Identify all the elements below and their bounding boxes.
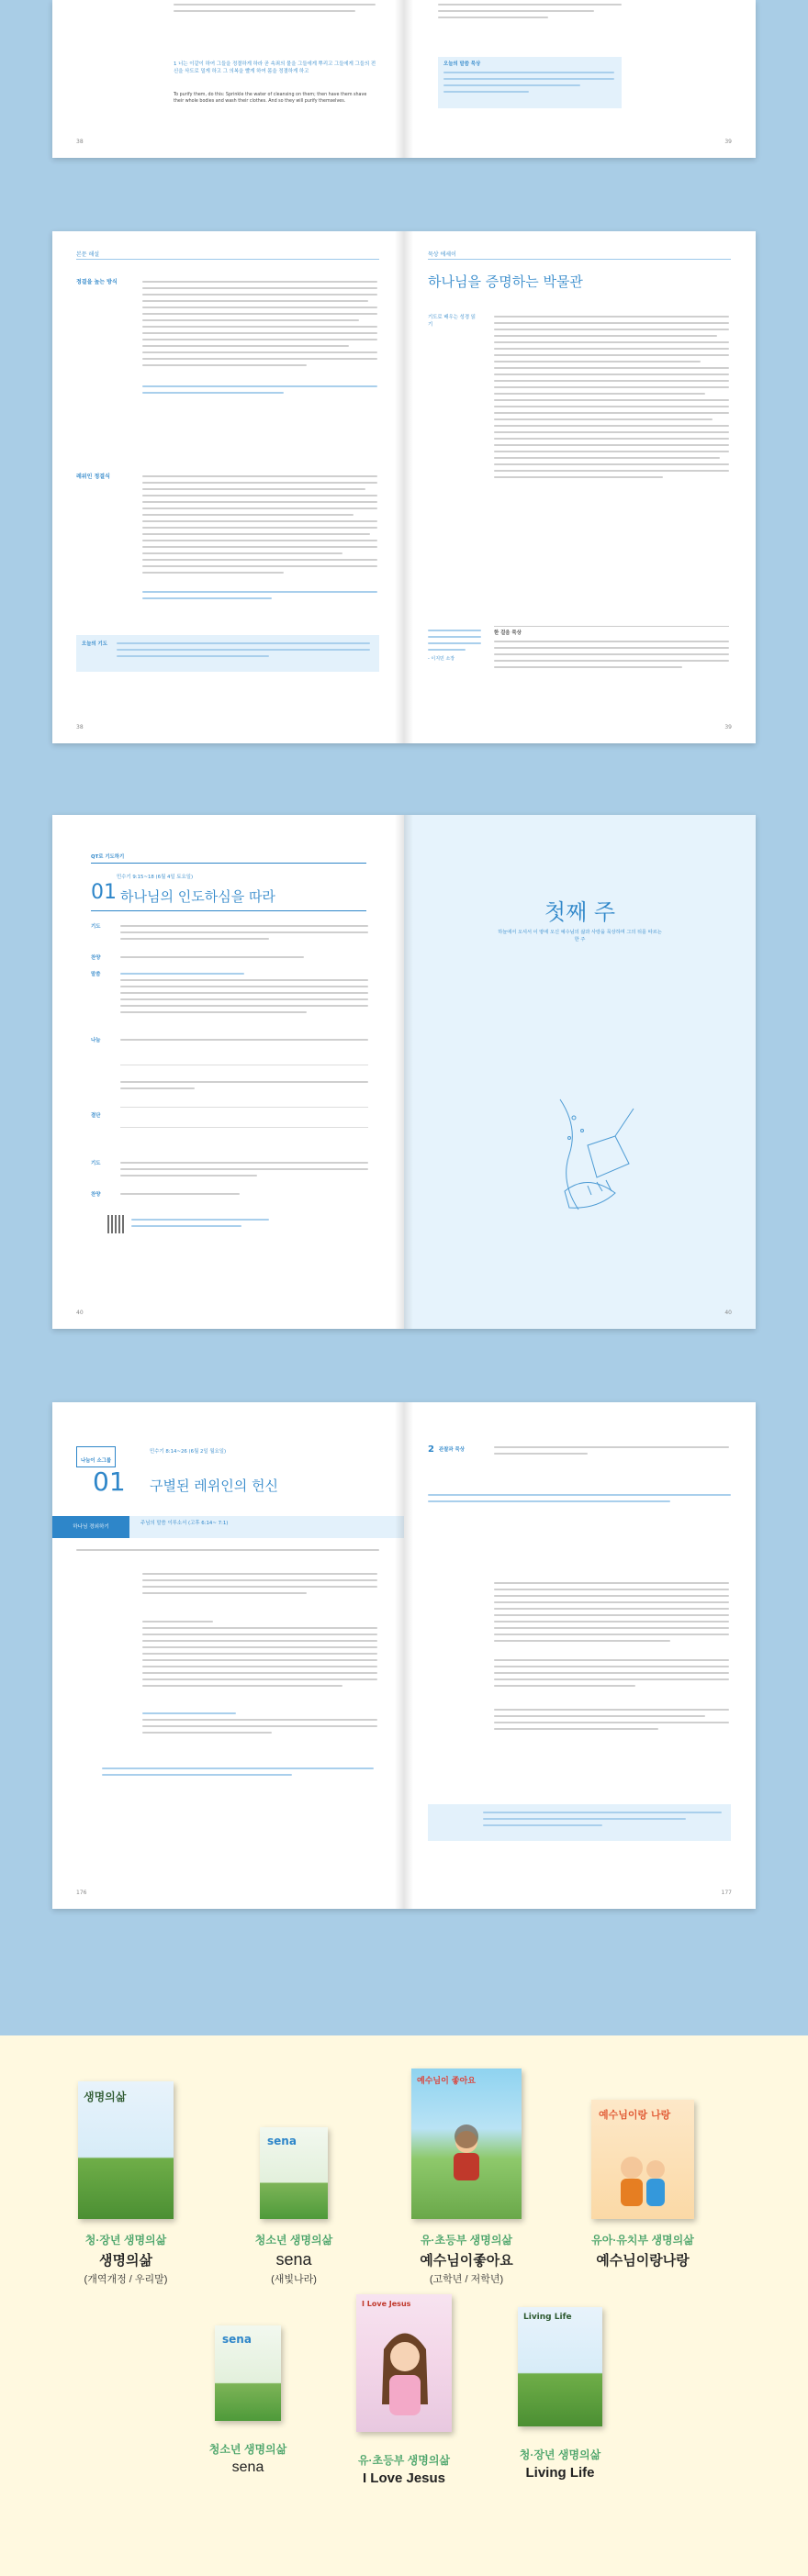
body-text (142, 1712, 377, 1738)
commentary-text (142, 281, 377, 371)
spread1-left-page (52, 0, 404, 158)
product-panel (0, 2035, 808, 2576)
footer-rule (494, 626, 729, 627)
product-category: 청·장년 생명의삶 (519, 2448, 601, 2461)
week-caption: 하늘에서 오셔서 이 땅에 오신 예수님의 삶과 사랑을 묵상하며 그의 뒤를 따르는 한 주 (498, 930, 662, 942)
spread2-left-page (52, 231, 404, 743)
apply-text (102, 1768, 374, 1780)
quote-author: - 이지민 소장 (428, 656, 455, 662)
meditation-box (438, 57, 622, 108)
product-name: 예수님이랑나랑 (596, 2253, 690, 2269)
header-rule (91, 863, 366, 864)
lesson-number: 01 (93, 1466, 126, 1497)
footer-label: 한 걸음 묵상 (494, 630, 522, 636)
verse-text: 1 너는 이같이 하여 그들을 정결하게 하라 곧 속죄의 물을 그들에게 뿌리고 그들에게 그들의 전신을 삭도로 밀게 하고 그 의복을 빨게 하여 몸을 정결하게 하고 (174, 61, 376, 74)
box-text (443, 72, 614, 97)
row-text (120, 1162, 368, 1181)
product-subtitle: (개역개정 / 우리말) (84, 2274, 168, 2285)
section-label: 나눔이 소그룹 (81, 1458, 112, 1464)
product-name: I Love Jesus (362, 2470, 446, 2486)
product-cover[interactable] (591, 2100, 694, 2219)
row-label-pray-end: 기도 (91, 1161, 101, 1166)
page-number: 40 (724, 1310, 732, 1316)
prayer-box (76, 635, 379, 672)
section-header: 묵상 에세이 (428, 251, 456, 258)
product-item[interactable] (560, 2100, 725, 2271)
toddler-illustration (612, 2142, 676, 2210)
book-spread-4 (52, 1402, 756, 1909)
box-title: 오늘의 말씀 묵상 (443, 61, 481, 67)
side-label: 기도로 배우는 성경 읽기 (428, 315, 477, 328)
text-block (438, 4, 622, 23)
cover-title: 예수님이랑 나랑 (599, 2109, 671, 2121)
row-label-praise: 찬양 (91, 955, 101, 961)
box-label: 오늘의 기도 (82, 641, 107, 647)
product-item[interactable] (230, 2127, 358, 2286)
essay-title: 하나님을 증명하는 박물관 (428, 273, 583, 290)
gutter-shadow (395, 0, 413, 158)
row-text (120, 956, 304, 963)
product-name: 생명의삶 (99, 2253, 152, 2269)
page-number: 176 (76, 1890, 87, 1896)
page-number: 39 (724, 724, 732, 730)
product-category: 청소년 생명의삶 (254, 2234, 333, 2247)
gutter-shadow (395, 815, 413, 1329)
row-text (120, 1193, 240, 1199)
section-tag (76, 1446, 116, 1467)
product-category: 유·초등부 생명의삶 (357, 2454, 451, 2467)
commentary-text (142, 475, 377, 578)
commentary-highlight (142, 385, 377, 398)
spread4-left-page (52, 1402, 404, 1909)
product-cover[interactable] (518, 2307, 602, 2426)
product-category: 유·초등부 생명의삶 (420, 2234, 513, 2247)
bar-label: 하나님 경외하기 (52, 1516, 129, 1538)
spread2-right-page (404, 231, 756, 743)
cover-title: 예수님이 좋아요 (417, 2077, 476, 2086)
row-label-pray: 기도 (91, 924, 101, 930)
header-rule (76, 259, 379, 260)
book-spread-1 (52, 0, 756, 158)
gutter-shadow (395, 1402, 413, 1909)
answer-text (428, 1494, 731, 1507)
product-item[interactable] (184, 2325, 312, 2476)
row-text (120, 973, 368, 1018)
qr-caption (131, 1219, 269, 1232)
page-number: 38 (76, 724, 84, 730)
cover-title: Living Life (523, 2313, 572, 2322)
lesson-title: 하나님의 인도하심을 따라 (120, 888, 275, 905)
answer-line (120, 1127, 368, 1128)
row-text (120, 1081, 368, 1094)
bar-text: 주님의 말씀 이루소서 (고후 6:14~ 7:1) (140, 1521, 229, 1526)
action-list (494, 1709, 729, 1734)
kids-illustration (439, 2124, 494, 2188)
lesson-bar (52, 1516, 404, 1538)
cover-title: 생명의삶 (84, 2091, 127, 2103)
product-cover[interactable] (260, 2127, 328, 2219)
cover-title: sena (267, 2135, 297, 2147)
girl-illustration (373, 2322, 437, 2423)
cover-title: I Love Jesus (362, 2300, 411, 2308)
lesson-number: 01 (91, 881, 117, 904)
product-name: 예수님이좋아요 (420, 2253, 513, 2269)
spread4-right-page (404, 1402, 756, 1909)
gutter-shadow (395, 231, 413, 743)
product-cover[interactable] (411, 2069, 522, 2219)
product-cover[interactable] (78, 2081, 174, 2219)
cover-title: sena (222, 2333, 252, 2346)
spread1-right-page (404, 0, 756, 158)
intro-text (76, 1549, 379, 1556)
product-item[interactable] (331, 2294, 477, 2486)
product-cover[interactable] (356, 2294, 452, 2432)
spread3-right-page (404, 815, 756, 1329)
product-item[interactable] (496, 2307, 624, 2481)
essay-text (494, 316, 729, 483)
product-category: 청·장년 생명의삶 (84, 2234, 167, 2247)
page-number: 177 (721, 1890, 732, 1896)
verse-text-english: To purify them, do this: Sprinkle the water of cleansing on them; then have them shave their whole bodies and wash their clothes. And so they will purify themselves. (174, 93, 367, 104)
watering-can-illustration (542, 1090, 643, 1219)
product-category: 청소년 생명의삶 (208, 2443, 287, 2456)
product-item[interactable] (384, 2069, 549, 2286)
lesson-subtitle: 민수기 8:14~26 (6월 2일 월요일) (150, 1449, 227, 1455)
row-label-word: 말씀 (91, 972, 101, 977)
heading-label: 정결을 높는 방식 (76, 279, 118, 285)
section-header: 본문 해설 (76, 251, 100, 258)
footer-box-text (483, 1812, 722, 1831)
question-number: 2 (428, 1444, 434, 1455)
page-number: 38 (76, 139, 84, 145)
heading-label: 레위인 정결식 (76, 474, 110, 480)
product-name: sena (231, 2459, 264, 2475)
week-title: 첫째 주 (544, 899, 616, 925)
row-label-resolve: 결단 (91, 1113, 101, 1119)
lesson-subtitle: 민수기 9:15~18 (6월 4일 토요일) (117, 875, 194, 880)
section-label: QT로 기도하기 (91, 854, 125, 860)
question-text (494, 1446, 729, 1459)
product-name: Living Life (525, 2465, 595, 2481)
page-number: 40 (76, 1310, 84, 1316)
product-subtitle: (새빛나라) (271, 2274, 317, 2285)
question-label: 관찰과 묵상 (439, 1447, 465, 1453)
title-rule (91, 910, 366, 911)
row-text (120, 1039, 368, 1045)
page-number: 39 (724, 139, 732, 145)
commentary-highlight (142, 591, 377, 604)
row-text (120, 925, 368, 944)
product-item[interactable] (48, 2081, 204, 2286)
text-block (174, 4, 376, 17)
book-spread-2 (52, 231, 756, 743)
product-name: sena (275, 2250, 312, 2269)
quote-label (428, 630, 483, 663)
row-label-share: 나눔 (91, 1038, 101, 1043)
footer-box (428, 1804, 731, 1841)
product-category: 유아·유치부 생명의삶 (591, 2234, 694, 2247)
spread3-left-page (52, 815, 404, 1329)
qr-code-icon (107, 1215, 126, 1233)
product-subtitle: (고학년 / 저학년) (429, 2274, 504, 2285)
answer-line (120, 1107, 368, 1108)
book-spread-3 (52, 815, 756, 1329)
apply-box (76, 1762, 379, 1790)
row-label-praise-end: 찬양 (91, 1192, 101, 1198)
header-rule (428, 259, 731, 260)
commentary-text (494, 1582, 729, 1646)
body-text (142, 1621, 377, 1691)
box-text (117, 642, 370, 662)
footer-text (494, 641, 729, 673)
lesson-title: 구별된 레위인의 헌신 (150, 1478, 278, 1494)
commentary-text (494, 1659, 729, 1691)
body-text (142, 1573, 377, 1599)
product-cover[interactable] (215, 2325, 281, 2421)
